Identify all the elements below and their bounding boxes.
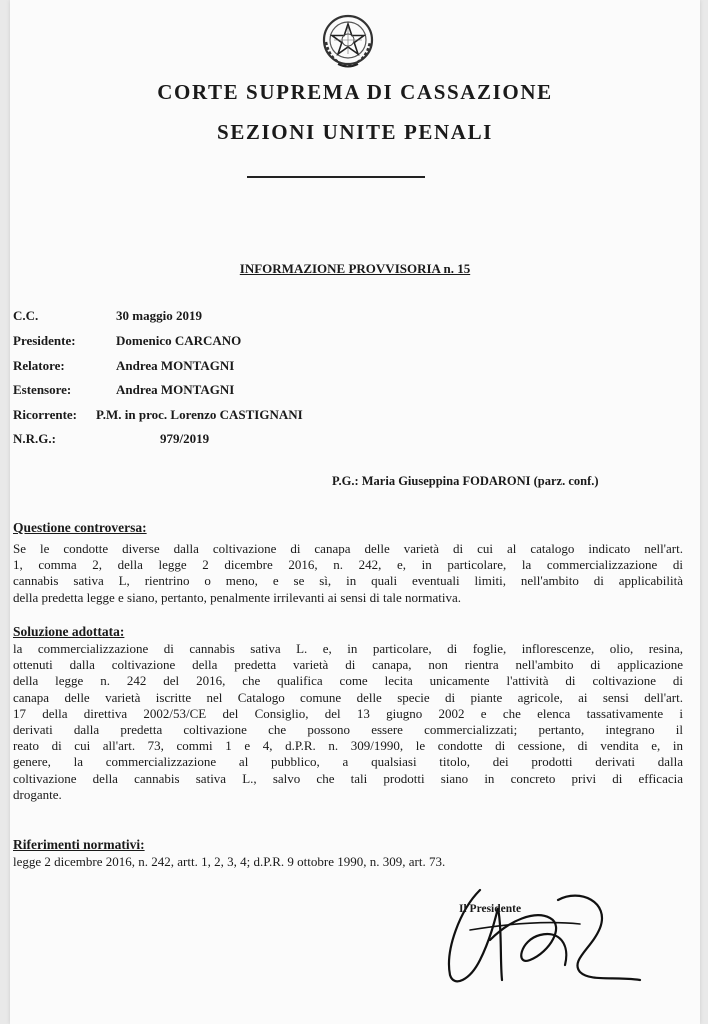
court-name: CORTE SUPREMA DI CASSAZIONE [157,80,553,104]
soluzione-text [13,641,683,803]
signature-label: Il Presidente [459,903,522,915]
text-line: legge 2 dicembre 2016, n. 242, artt. 1, 2, 3, 4; d.P.R. 9 ottobre 1990, n. 309, art. 73. [13,854,446,869]
meta-label: Relatore: [13,358,65,373]
text-line: 17 della direttiva 2002/53/CE del Consiglio, del 13 giugno 2002 e che elenca tassativamente i [13,705,683,721]
riferimenti-heading: Riferimenti normativi: [13,837,145,852]
meta-value: Andrea MONTAGNI [116,382,235,397]
riferimenti-text [13,854,683,870]
signature-icon [440,880,650,990]
text-line: genere, la commercializzazione al pubblico, a qualsiasi titolo, dei prodotti derivati dalla [13,754,683,770]
meta-label: Ricorrente: [13,407,78,422]
questione-heading: Questione controversa: [13,520,147,535]
text-line: della predetta legge e siano, pertanto, penalmente irrilevanti ai sensi di tale normativa. [13,589,461,605]
text-line: derivati dalla predetta coltivazione che possono essere commercializzati; pertanto, integrano il [13,722,683,738]
meta-value: Domenico CARCANO [116,333,242,348]
title-divider [247,176,425,178]
text-line: cannabis sativa L, rientrino o meno, e se sì, in quali eventuali limiti, nell'ambito di applicabilità [13,573,683,589]
questione-text [13,541,683,606]
meta-label: C.C. [13,308,39,323]
info-heading: INFORMAZIONE PROVVISORIA n. 15 [239,261,471,276]
text-line: coltivazione della cannabis sativa L., salvo che tali prodotti siano in concreto privi di efficacia [13,770,683,786]
soluzione-heading: Soluzione adottata: [13,624,125,639]
section-name: SEZIONI UNITE PENALI [217,120,493,144]
text-line: canapa delle varietà iscritte nel Catalogo comune delle specie di piante agricole, ai sensi dell'art. [13,689,683,705]
procuratore-generale-line: P.G.: Maria Giuseppina FODARONI (parz. conf.) [332,474,599,488]
italian-republic-emblem-icon [320,12,376,70]
meta-label: Presidente: [13,333,76,348]
meta-label: Estensore: [13,382,72,397]
meta-label: N.R.G.: [13,431,56,446]
document-page [10,0,700,1024]
text-line: Se le condotte diverse dalla coltivazione di canapa delle varietà di cui al catalogo indicato nell'art. [13,541,683,556]
meta-value: Andrea MONTAGNI [116,358,235,373]
text-line: 1, comma 2, della legge 2 dicembre 2016, n. 242, e, in particolare, la commercializzazione di [13,557,683,573]
text-line: la commercializzazione di cannabis sativa L. e, in particolare, di foglie, inflorescenze, olio, resina, [13,641,683,656]
text-line: drogante. [13,786,62,802]
meta-value: 30 maggio 2019 [116,308,202,323]
text-line: della legge n. 242 del 2016, che qualifica come lecita unicamente l'attività di coltivazione di [13,673,683,689]
text-line: ottenuti dalla coltivazione della predetta varietà di canapa, non rientra nell'ambito di applicazione [13,657,683,673]
meta-value: P.M. in proc. Lorenzo CASTIGNANI [96,407,303,422]
text-line: reato di cui all'art. 73, commi 1 e 4, d.P.R. n. 309/1990, le condotte di cessione, di vendita e, in [13,738,683,754]
meta-value: 979/2019 [160,431,210,446]
